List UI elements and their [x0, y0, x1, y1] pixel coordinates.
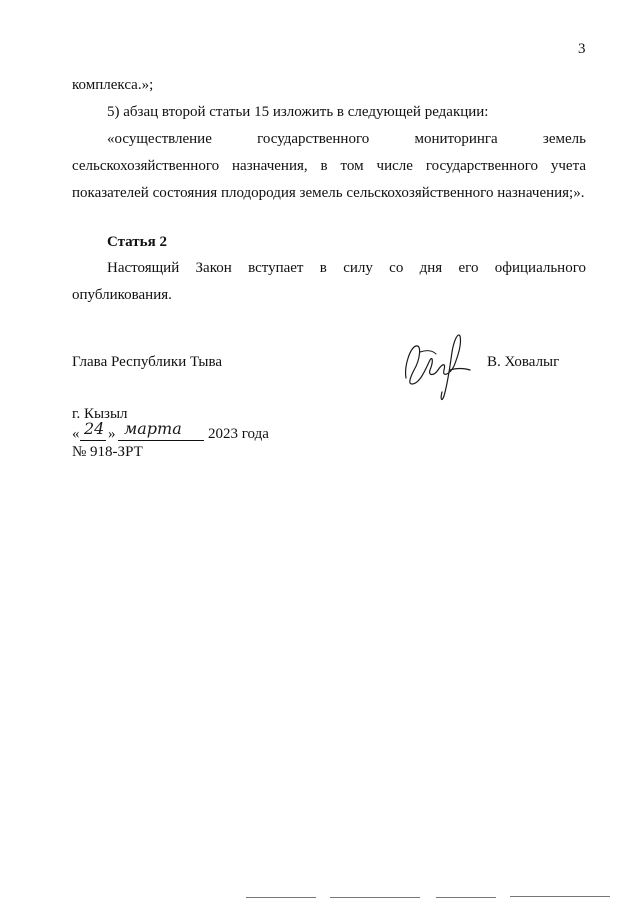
footer-date-month: марта: [124, 419, 182, 438]
signatory-title: Глава Республики Тыва: [72, 354, 223, 370]
footer-date-open-quote: «: [72, 426, 80, 442]
handwritten-signature: [396, 326, 476, 406]
paragraph-amendment-line-2: сельскохозяйственного назначения, в том числе государственного учета: [72, 158, 586, 174]
footer-date-close-quote: »: [108, 426, 116, 442]
paragraph-amendment-line-3: показателей состояния плодородия земель сельскохозяйственного назначения;».: [72, 185, 585, 201]
footer-date-year: 2023 года: [208, 426, 269, 442]
paragraph-amendment-line-1: «осуществление государственного мониторинга земель: [107, 131, 586, 147]
signatory-name: В. Ховалыг: [487, 354, 560, 370]
footer-date-day: 24: [84, 419, 105, 438]
date-month-underline: [118, 440, 204, 441]
page-number: 3: [578, 41, 586, 57]
footer-law-number: № 918-ЗРТ: [72, 444, 143, 460]
scan-artifact-line: [510, 896, 610, 897]
scan-artifact-line: [436, 897, 496, 898]
scan-artifact-line: [246, 897, 316, 898]
date-day-underline: [80, 440, 106, 441]
footer-city: г. Кызыл: [72, 406, 128, 422]
article-2-line-1: Настоящий Закон вступает в силу со дня его официального: [107, 260, 586, 276]
paragraph-amendment-intro: 5) абзац второй статьи 15 изложить в следующей редакции:: [107, 104, 489, 120]
paragraph-closing-line: комплекса.»;: [72, 77, 154, 93]
article-2-heading: Статья 2: [107, 234, 167, 250]
scan-artifact-line: [330, 897, 420, 898]
article-2-line-2: опубликования.: [72, 287, 172, 303]
